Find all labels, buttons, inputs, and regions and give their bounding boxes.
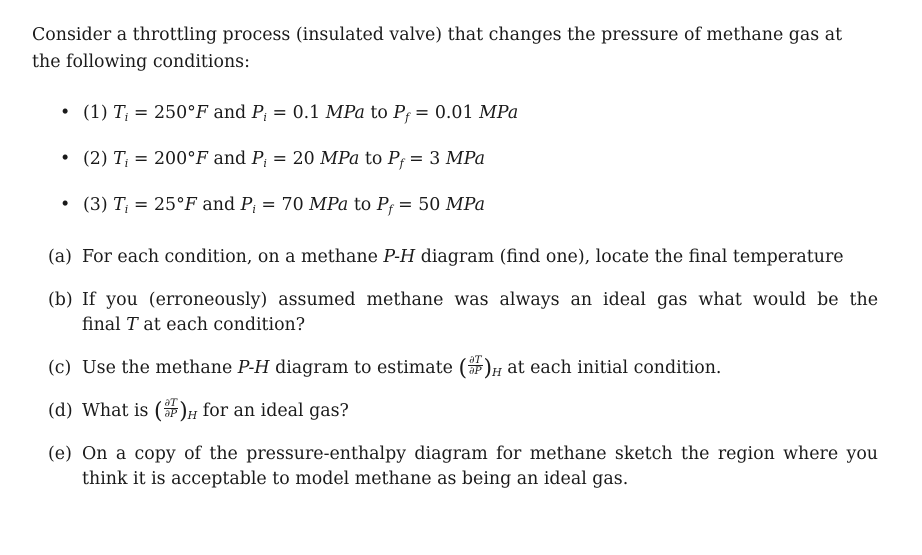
diagram-name: P-H xyxy=(237,358,270,378)
pressure-unit: MPa xyxy=(445,195,486,215)
part-c: (c) Use the methane P-H diagram to estimate ( $\frac{\partial T}{\partial P}$ )$_H$ at each initial condition. xyxy=(48,354,722,381)
final-pressure: 50 xyxy=(418,195,441,215)
bullet-icon: • xyxy=(60,195,71,215)
part-b-line-1: If you (erroneously) assumed methane was always an ideal gas what would be the xyxy=(82,290,878,310)
temperature-unit: F xyxy=(195,103,208,123)
pressure-unit: MPa xyxy=(309,195,349,215)
pressure-unit: MPa xyxy=(325,103,365,123)
part-b xyxy=(32,288,878,338)
condition-list xyxy=(32,103,878,215)
final-pressure: 0.01 xyxy=(434,103,474,123)
part-label: (c) xyxy=(48,358,72,378)
condition-3: • (3) $T_i = 25^\circ F$ and $P_i = 70$ MPa to $P_f = 50$ MPa xyxy=(60,195,486,216)
initial-pressure: 20 xyxy=(292,149,315,169)
pressure-unit: MPa xyxy=(479,103,519,123)
joule-thomson-derivative: ( $\frac{\partial T}{\partial P}$ )$_H$ xyxy=(458,354,502,381)
part-d: (d) What is ( $\frac{\partial T}{\partial P}$ )$_H$ for an ideal gas? xyxy=(48,397,349,424)
part-a: (a) For each condition, on a methane P-H diagram (find one), locate the final temperature xyxy=(32,245,878,270)
temperature-unit: F xyxy=(195,149,208,169)
condition-label: (1) xyxy=(83,103,108,123)
part-e xyxy=(32,442,878,492)
part-label: (a) xyxy=(48,247,72,267)
initial-temperature: 250° xyxy=(153,103,196,123)
initial-temperature: 200° xyxy=(153,149,196,169)
pressure-unit: MPa xyxy=(445,149,486,169)
diagram-name: P-H xyxy=(383,247,416,267)
intro-line-2: the following conditions: xyxy=(32,52,250,72)
temperature-unit: F xyxy=(184,195,197,215)
intro-line-1: Consider a throttling process (insulated valve) that changes the pressure of methane gas at xyxy=(32,25,843,45)
initial-temperature: 25° xyxy=(153,195,185,215)
part-label: (e) xyxy=(48,444,72,464)
part-b-line-2: final T at each condition? xyxy=(82,315,306,335)
pressure-unit: MPa xyxy=(320,149,360,169)
question-parts xyxy=(32,245,878,492)
bullet-icon: • xyxy=(60,103,71,123)
condition-2: • (2) $T_i = 200^\circ F$ and $P_i = 20$ MPa to $P_f = 3$ MPa xyxy=(60,149,486,170)
joule-thomson-derivative: ( $\frac{\partial T}{\partial P}$ )$_H$ xyxy=(153,397,198,424)
problem-intro xyxy=(32,22,878,76)
condition-label: (2) xyxy=(83,149,108,169)
problem-statement xyxy=(32,22,878,510)
part-label: (d) xyxy=(48,401,73,421)
initial-pressure: 0.1 xyxy=(292,103,321,123)
initial-pressure: 70 xyxy=(281,195,304,215)
part-e-line-1: On a copy of the pressure-enthalpy diagram for methane sketch the region where you xyxy=(82,444,878,464)
condition-1: • (1) $T_i = 250^\circ F$ and $P_i = 0.1$ MPa to $P_f = 0.01$ MPa xyxy=(60,103,519,124)
condition-label: (3) xyxy=(83,195,108,215)
part-e-line-2: think it is acceptable to model methane as being an ideal gas. xyxy=(82,469,629,489)
final-pressure: 3 xyxy=(429,149,441,169)
part-label: (b) xyxy=(48,290,73,310)
bullet-icon: • xyxy=(60,149,71,169)
